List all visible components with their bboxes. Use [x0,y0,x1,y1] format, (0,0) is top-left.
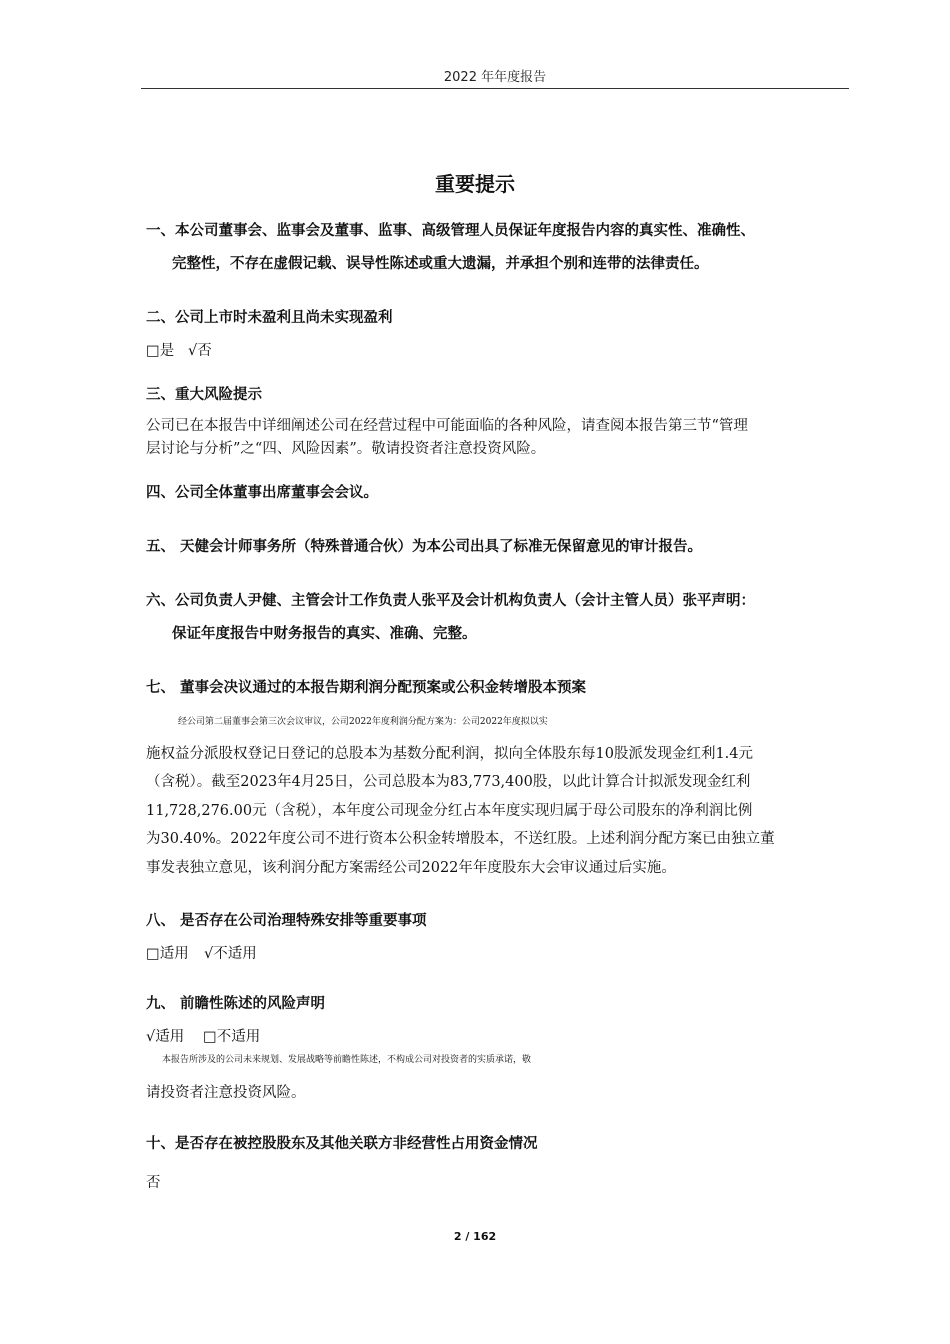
checkbox-no-checked: √否 [188,343,212,359]
section-7-heading: 七、 董事会决议通过的本报告期利润分配预案或公积金转增股本预案 [146,680,587,696]
checkbox-applicable-checked: √适用 [146,1029,185,1045]
section-7-line-6: 事发表独立意见，该利润分配方案需经公司2022年年度股东大会审议通过后实施。 [146,860,676,876]
section-8-heading: 八、 是否存在公司治理特殊安排等重要事项 [146,913,427,929]
running-header: 2022 年年度报告 [443,70,547,85]
section-7-line-3: （含税）。截至2023年4月25日，公司总股本为83,773,400股，以此计算合计拟派发现金红利 [146,774,751,790]
page-number: 2 / 162 [453,1230,497,1243]
section-3-line-1: 公司已在本报告中详细阐述公司在经营过程中可能面临的各种风险，请查阅本报告第三节“管理 [146,418,748,434]
section-6-line-1: 六、公司负责人尹健、主管会计工作负责人张平及会计机构负责人（会计主管人员）张平声明： [146,593,755,609]
section-3-heading: 三、重大风险提示 [146,387,262,403]
section-3-line-2: 层讨论与分析”之“四、风险因素”。敬请投资者注意投资风险。 [146,441,546,457]
section-1-line-1: 一、本公司董事会、监事会及董事、监事、高级管理人员保证年度报告内容的真实性、准确性、 [146,223,755,239]
checkbox-not-applicable-unchecked: □不适用 [203,1029,261,1045]
section-5-heading: 五、 天健会计师事务所（特殊普通合伙）为本公司出具了标准无保留意见的审计报告。 [146,539,703,555]
section-10-answer: 否 [146,1175,161,1191]
section-7-line-5: 为30.40%。2022年度公司不进行资本公积金转增股本，不送红股。上述利润分配方案已由独立董 [146,831,775,847]
section-1-line-2: 完整性，不存在虚假记载、误导性陈述或重大遗漏，并承担个别和连带的法律责任。 [172,256,709,272]
section-10-heading: 十、是否存在被控股股东及其他关联方非经营性占用资金情况 [146,1136,538,1152]
section-9-line-2: 请投资者注意投资风险。 [146,1085,306,1101]
checkbox-applicable-unchecked: □适用 [146,946,189,962]
section-4-heading: 四、公司全体董事出席董事会会议。 [146,485,378,501]
section-9-line-1: 本报告所涉及的公司未来规划、发展战略等前瞻性陈述，不构成公司对投资者的实质承诺，敬 [162,1055,532,1065]
page-title: 重要提示 [435,172,515,196]
checkbox-not-applicable-checked: √不适用 [204,946,257,962]
section-2-heading: 二、公司上市时未盈利且尚未实现盈利 [146,310,393,326]
section-7-line-1: 经公司第二届董事会第三次会议审议，公司2022年度利润分配方案为：公司2022年度拟以实 [178,717,548,727]
header-divider [141,88,849,89]
section-9-heading: 九、 前瞻性陈述的风险声明 [146,996,326,1012]
section-6-line-2: 保证年度报告中财务报告的真实、准确、完整。 [172,626,477,642]
section-7-line-4: 11,728,276.00元（含税），本年度公司现金分红占本年度实现归属于母公司股东的净利润比例 [146,803,753,819]
checkbox-yes-unchecked: □是 [146,343,175,359]
section-7-line-2: 施权益分派股权登记日登记的总股本为基数分配利润，拟向全体股东每10股派发现金红利1.4元 [146,746,754,762]
